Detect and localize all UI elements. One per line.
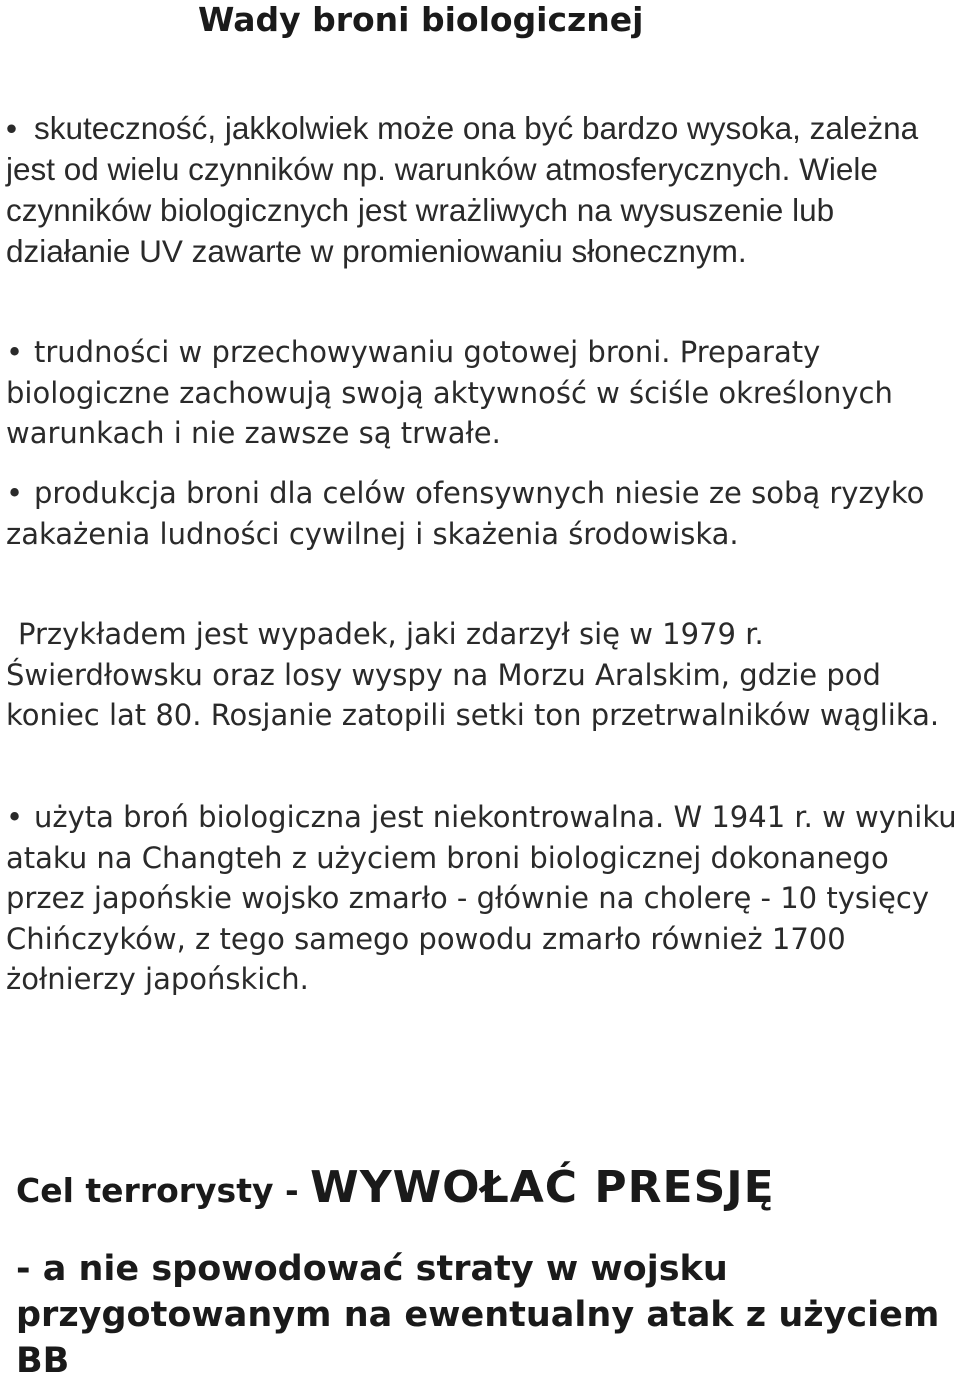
list-item-text: produkcja broni dla celów ofensywnych niesie ze sobą ryzyko zakażenia ludności cywilnej i skażenia środowiska. bbox=[6, 476, 925, 551]
goal-label: Cel terrorysty - bbox=[16, 1171, 311, 1210]
paragraph-text: Przykładem jest wypadek, jaki zdarzył się w 1979 r. Świerdłowsku oraz losy wyspy na Morzu Aralskim, gdzie pod koniec lat 80. Rosjanie zatopili setki ton przetrwalników wąglika. bbox=[6, 617, 940, 732]
bullet-icon: • bbox=[6, 476, 24, 510]
list-item bbox=[6, 332, 958, 454]
list-item bbox=[6, 108, 958, 272]
page-title: Wady broni biologicznej bbox=[198, 0, 644, 39]
goal-emphasis: WYWOŁAĆ PRESJĘ bbox=[310, 1162, 775, 1213]
list-item-text: trudności w przechowywaniu gotowej broni. Preparaty biologiczne zachowują swoją aktywność w ściśle określonych warunkach i nie zawsze są trwałe. bbox=[6, 335, 893, 450]
list-item bbox=[6, 797, 958, 1000]
terrorist-goal bbox=[16, 1162, 775, 1213]
bullet-icon: • bbox=[6, 110, 18, 146]
bullet-icon: • bbox=[6, 800, 24, 834]
closing-statement: - a nie spowodować straty w wojsku przygotowanym na ewentualny atak z użyciem BB bbox=[16, 1249, 940, 1381]
list-item-text: użyta broń biologiczna jest niekontrowalna. W 1941 r. w wyniku ataku na Changteh z użyciem broni biologicznej dokonanego przez japońskie wojsko zmarło - głównie na cholerę - 10 tysięcy Chińczyków, z tego samego powodu zmarło również 1700 żołnierzy japońskich. bbox=[6, 800, 957, 996]
bullet-icon: • bbox=[6, 335, 24, 369]
list-item-text: skuteczność, jakkolwiek może ona być bardzo wysoka, zależna jest od wielu czynników np. warunków atmosferycznych. Wiele czynników biologicznych jest wrażliwych na wysuszenie lub działanie UV zawarte w promieniowaniu słonecznym. bbox=[6, 110, 919, 269]
paragraph bbox=[6, 614, 958, 736]
list-item bbox=[6, 473, 958, 554]
